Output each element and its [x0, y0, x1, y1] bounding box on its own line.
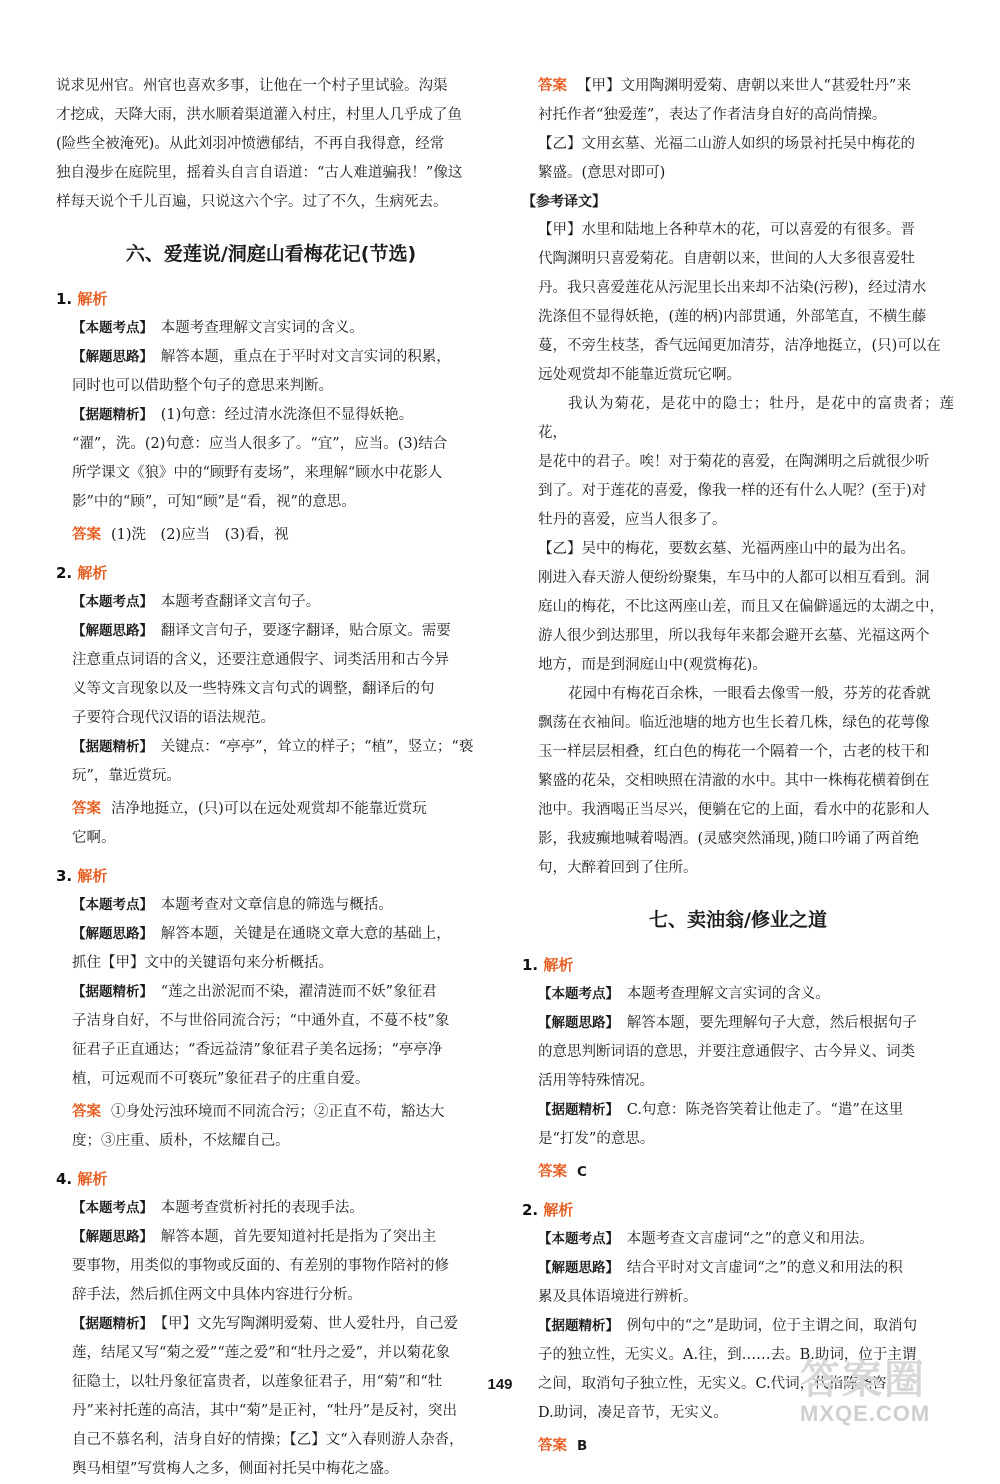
answer-label: 答案: [538, 1164, 567, 1180]
text-line: 【甲】水里和陆地上各种草木的花，可以喜爱的有很多。晋: [538, 222, 915, 238]
analysis-label: 解析: [77, 290, 108, 308]
analysis-label: 解析: [543, 1201, 574, 1219]
text-line: 子洁身自好，不与世俗同流合污；“中通外直，不蔓不枝”象: [72, 1013, 450, 1029]
text-line: 的意思判断词语的意思，并要注意通假字、古今异义、词类: [538, 1044, 915, 1060]
question-1: [56, 284, 486, 550]
answer-label: 答案: [538, 78, 567, 94]
left-column: [56, 72, 486, 1484]
text-line: 子要符合现代汉语的语法规范。: [72, 710, 275, 726]
text-line: 花园中有梅花百余株，一眼看去像雪一般，芬芳的花香就: [568, 686, 931, 702]
question-heading: [522, 1195, 954, 1225]
kaodian-text: 本题考查理解文言实词的含义。: [626, 986, 830, 1002]
text-line: 子的独立性，无实义。A.往，到……去。B.助词，位于主谓: [538, 1347, 917, 1363]
text-line: 洗涤但不显得妖艳，(莲的柄)内部贯通，外部笔直，不横生藤: [538, 309, 927, 325]
text-line: 植，可远观而不可亵玩”象征君子的庄重自爱。: [72, 1071, 370, 1087]
text-line: 要事物，用类似的事物或反面的、有差别的事物作陪衬的修: [72, 1258, 449, 1274]
silu-line: [56, 343, 486, 372]
tag-label: 【据题精析】: [538, 1102, 613, 1118]
silu-text: 解答本题，关键是在通晓文章大意的基础上，: [160, 926, 451, 942]
tag-label: 【本题考点】: [72, 1200, 147, 1216]
text-line: 丹”来衬托莲的高洁，其中“菊”是正衬，“牡丹”是反衬，突出: [72, 1403, 458, 1419]
right-column: [522, 72, 954, 1461]
tag-label: 【据题精析】: [72, 984, 147, 1000]
kaodian-line: [56, 314, 486, 343]
tag-label: 【据题精析】: [72, 407, 147, 423]
answer-line: [56, 795, 486, 824]
tag-label: 【解题思路】: [538, 1260, 613, 1276]
question-2: [56, 558, 486, 853]
text-line: 活用等特殊情况。: [538, 1073, 654, 1089]
section-title: 七、卖油翁/修业之道: [649, 909, 827, 931]
text-line: 之间，取消句子独立性，无实义。C.代词，代指陈尧咨。: [538, 1376, 902, 1392]
question-number: 2.: [56, 564, 73, 582]
text-line: 同时也可以借助整个句子的意思来判断。: [72, 378, 333, 394]
kaodian-text: 本题考查文言虚词“之”的意义和用法。: [626, 1231, 874, 1247]
text-line: 牡丹的喜爱，应当人很多了。: [538, 512, 727, 528]
answer-label: 答案: [538, 1438, 567, 1454]
answer-text: ①身处污浊环境而不同流合污；②正直不苟，豁达大: [111, 1104, 445, 1120]
answer-text: C: [577, 1164, 587, 1180]
kaodian-line: [56, 588, 486, 617]
answer-text: (1)洗 (2)应当 (3)看，视: [111, 527, 289, 543]
kaodian-line: [522, 980, 954, 1009]
text-line: D.助词，凑足音节，无实义。: [538, 1405, 728, 1421]
text-line: 它啊。: [72, 830, 116, 846]
question-number: 4.: [56, 1170, 73, 1188]
tag-label: 【本题考点】: [538, 986, 613, 1002]
answer-line: [56, 521, 486, 550]
tag-label: 【据题精析】: [72, 1316, 147, 1332]
jingxi-text: C.句意：陈尧咨笑着让他走了。“遣”在这里: [626, 1102, 904, 1118]
text-line: 自己不慕名利，洁身自好的情操；【乙】文“入春则游人杂沓，: [72, 1432, 464, 1448]
tag-label: 【本题考点】: [72, 320, 147, 336]
text-line: 刚进入春天游人便纷纷聚集，车马中的人都可以相互看到。洞: [538, 570, 930, 586]
text-line: 舆马相望”写赏梅人之多，侧面衬托吴中梅花之盛。: [72, 1461, 399, 1477]
jingxi-line: [56, 401, 486, 430]
jingxi-text: (1)句意：经过清水洗涤但不显得妖艳。: [160, 407, 414, 423]
text-line: 池中。我酒喝正当尽兴，便躺在它的上面，看水中的花影和人: [538, 802, 930, 818]
answer-label: 答案: [72, 801, 101, 817]
question-4: [56, 1164, 486, 1484]
tag-label: 【据题精析】: [72, 739, 147, 755]
text-line: 影，我疲癫地喊着喝酒。(灵感突然涌现，)随口吟诵了两首绝: [538, 831, 920, 847]
kaodian-text: 本题考查赏析衬托的表现手法。: [160, 1200, 364, 1216]
kaodian-line: [522, 1225, 954, 1254]
jingxi-line: [56, 978, 486, 1007]
jingxi-line: [522, 1312, 954, 1341]
analysis-label: 解析: [77, 1170, 108, 1188]
tag-label: 【解题思路】: [72, 349, 147, 365]
kaodian-text: 本题考查翻译文言句子。: [160, 594, 321, 610]
question-heading: [56, 558, 486, 588]
question-number: 2.: [522, 1201, 539, 1219]
text-line: 庭山的梅花，不比这两座山差，而且又在偏僻遥远的太湖之中，: [538, 599, 944, 615]
answer-line: [522, 1158, 954, 1187]
page-number: 149: [487, 1376, 513, 1393]
text-line: 独自漫步在庭院里，摇着头自言自语道：“古人难道骗我！”像这: [56, 165, 463, 181]
text-line: 我认为菊花，是花中的隐士；牡丹，是花中的富贵者；莲花，: [538, 396, 954, 441]
text-line: 抓住【甲】文中的关键语句来分析概括。: [72, 955, 333, 971]
question-heading: [56, 1164, 486, 1194]
kaodian-line: [56, 891, 486, 920]
tag-label: 【解题思路】: [72, 1229, 147, 1245]
analysis-label: 解析: [543, 956, 574, 974]
text-line: 衬托作者“独爱莲”，表达了作者洁身自好的高尚情操。: [538, 107, 887, 123]
tag-label: 【本题考点】: [72, 897, 147, 913]
section-title: 六、爱莲说/洞庭山看梅花记(节选): [125, 243, 417, 265]
question-3: [56, 861, 486, 1156]
text-line: 飘荡在衣袖间。临近池塘的地方也生长着几株，绿色的花萼像: [538, 715, 930, 731]
text-line: 代陶渊明只喜爱菊花。自唐朝以来，世间的人大多很喜爱牡: [538, 251, 915, 267]
answer-text: 洁净地挺立，(只)可以在远处观赏却不能靠近赏玩: [111, 801, 427, 817]
tag-label: 【解题思路】: [538, 1015, 613, 1031]
question-1: [522, 950, 954, 1187]
text-line: 句，大醉着回到了住所。: [538, 860, 698, 876]
text-line: 莲，结尾又写“菊之爱”“莲之爱”和“牡丹之爱”，并以菊花象: [72, 1345, 450, 1361]
text-line: 累及具体语境进行辨析。: [538, 1289, 698, 1305]
text-line: 是花中的君子。唉！对于菊花的喜爱，在陶渊明之后就很少听: [538, 454, 930, 470]
silu-text: 结合平时对文言虚词“之”的意义和用法的积: [626, 1260, 903, 1276]
text-line: 注意重点词语的含义，还要注意通假字、词类活用和古今异: [72, 652, 449, 668]
intro-paragraph: [56, 72, 486, 217]
answer-text: 【甲】文用陶渊明爱菊、唐朝以来世人“甚爱牡丹”来: [577, 78, 911, 94]
text-line: 说求见州官。州官也喜欢多事，让他在一个村子里试验。沟渠: [56, 78, 448, 94]
text-line: 游人很少到达那里，所以我每年来都会避开玄墓、光福这两个: [538, 628, 930, 644]
tag-label: 【本题考点】: [72, 594, 147, 610]
kaodian-text: 本题考查对文章信息的筛选与概括。: [160, 897, 393, 913]
silu-line: [522, 1009, 954, 1038]
text-line: 义等文言现象以及一些特殊文言句式的调整，翻译后的句: [72, 681, 435, 697]
reference-translation: [522, 188, 954, 883]
text-line: 样每天说个千儿百遍，只说这六个字。过了不久，生病死去。: [56, 194, 448, 210]
question-heading: [522, 950, 954, 980]
jingxi-text: 例句中的“之”是助词，位于主谓之间，取消句: [626, 1318, 918, 1334]
silu-line: [56, 617, 486, 646]
jingxi-text: 【甲】文先写陶渊明爱菊、世人爱牡丹，自己爱: [160, 1316, 458, 1332]
text-line: 繁盛的花朵，交相映照在清澈的水中。其中一株梅花横着倒在: [538, 773, 930, 789]
text-line: 玉一样层层相叠，红白色的梅花一个隔着一个，古老的枝干和: [538, 744, 930, 760]
kaodian-text: 本题考查理解文言实词的含义。: [160, 320, 364, 336]
answer-line: [56, 1098, 486, 1127]
text-line: 【乙】文用玄墓、光福二山游人如织的场景衬托吴中梅花的: [538, 136, 915, 152]
jingxi-text: “莲之出淤泥而不染，濯清涟而不妖”象征君: [160, 984, 437, 1000]
silu-text: 翻译文言句子，要逐字翻译，贴合原文。需要: [160, 623, 451, 639]
text-line: 才挖成，天降大雨，洪水顺着渠道灌入村庄，村里人几乎成了鱼: [56, 107, 462, 123]
question-heading: [56, 861, 486, 891]
watermark-logo: [800, 1358, 980, 1428]
tag-label: 【据题精析】: [538, 1318, 613, 1334]
text-line: (险些全被淹死)。从此刘羽冲愤懑郁结，不再自我得意，经常: [56, 136, 445, 152]
text-line: 远处观赏却不能靠近赏玩它啊。: [538, 367, 741, 383]
text-line: 蔓，不旁生枝茎，香气远闻更加清芬，洁净地挺立，(只)可以在: [538, 338, 941, 354]
kaodian-line: [56, 1194, 486, 1223]
silu-line: [522, 1254, 954, 1283]
text-line: 度；③庄重、质朴，不炫耀自己。: [72, 1133, 290, 1149]
question-heading: [56, 284, 486, 314]
analysis-label: 解析: [77, 867, 108, 885]
answer-line: [522, 72, 954, 101]
question-4-answer: [522, 72, 954, 188]
text-line: 所学课文《狼》中的“顾野有麦场”，来理解“顾水中花影人: [72, 465, 443, 481]
text-line: “濯”，洗。(2)句意：应当人很多了。“宜”，应当。(3)结合: [72, 436, 448, 452]
text-line: 是“打发”的意思。: [538, 1131, 655, 1147]
jingxi-text: 关键点：“亭亭”，耸立的样子；“植”，竖立；“亵: [160, 739, 474, 755]
silu-text: 解答本题，要先理解句子大意，然后根据句子: [626, 1015, 917, 1031]
jingxi-line: [522, 1096, 954, 1125]
answer-label: 答案: [72, 527, 101, 543]
text-line: 征君子正直通达；“香远益清”象征君子美名远扬；“亭亭净: [72, 1042, 443, 1058]
text-line: 【乙】吴中的梅花，要数玄墓、光福两座山中的最为出名。: [538, 541, 915, 557]
text-line: 繁盛。(意思对即可): [538, 165, 666, 181]
text-line: 丹。我只喜爱莲花从污泥里长出来却不沾染(污秽)，经过清水: [538, 280, 927, 296]
text-line: 到了。对于莲花的喜爱，像我一样的还有什么人呢？(至于)对: [538, 483, 927, 499]
watermark-url: MXQE.COM: [800, 1401, 931, 1426]
question-number: 1.: [56, 290, 73, 308]
tag-label: 【解题思路】: [72, 623, 147, 639]
question-number: 3.: [56, 867, 73, 885]
silu-line: [56, 1223, 486, 1252]
tag-label: 【解题思路】: [72, 926, 147, 942]
text-line: 辞手法，然后抓住两文中具体内容进行分析。: [72, 1287, 362, 1303]
text-line: 地方，而是到洞庭山中(观赏梅花)。: [538, 657, 767, 673]
answer-text: B: [577, 1438, 588, 1454]
question-number: 1.: [522, 956, 539, 974]
reference-heading: 【参考译文】: [522, 194, 606, 210]
silu-text: 解答本题，重点在于平时对文言实词的积累，: [160, 349, 451, 365]
answer-line: [522, 1432, 954, 1461]
tag-label: 【本题考点】: [538, 1231, 613, 1247]
silu-line: [56, 920, 486, 949]
silu-text: 解答本题，首先要知道衬托是指为了突出主: [160, 1229, 437, 1245]
text-line: 征隐士，以牡丹象征富贵者，以莲象征君子，用“菊”和“牡: [72, 1374, 443, 1390]
jingxi-line: [56, 733, 486, 762]
text-line: 影”中的“顾”，可知“顾”是“看，视”的意思。: [72, 494, 356, 510]
answer-label: 答案: [72, 1104, 101, 1120]
text-line: 玩”，靠近赏玩。: [72, 768, 181, 784]
watermark-text: 答案圈: [800, 1357, 926, 1403]
analysis-label: 解析: [77, 564, 108, 582]
jingxi-line: [56, 1310, 486, 1339]
